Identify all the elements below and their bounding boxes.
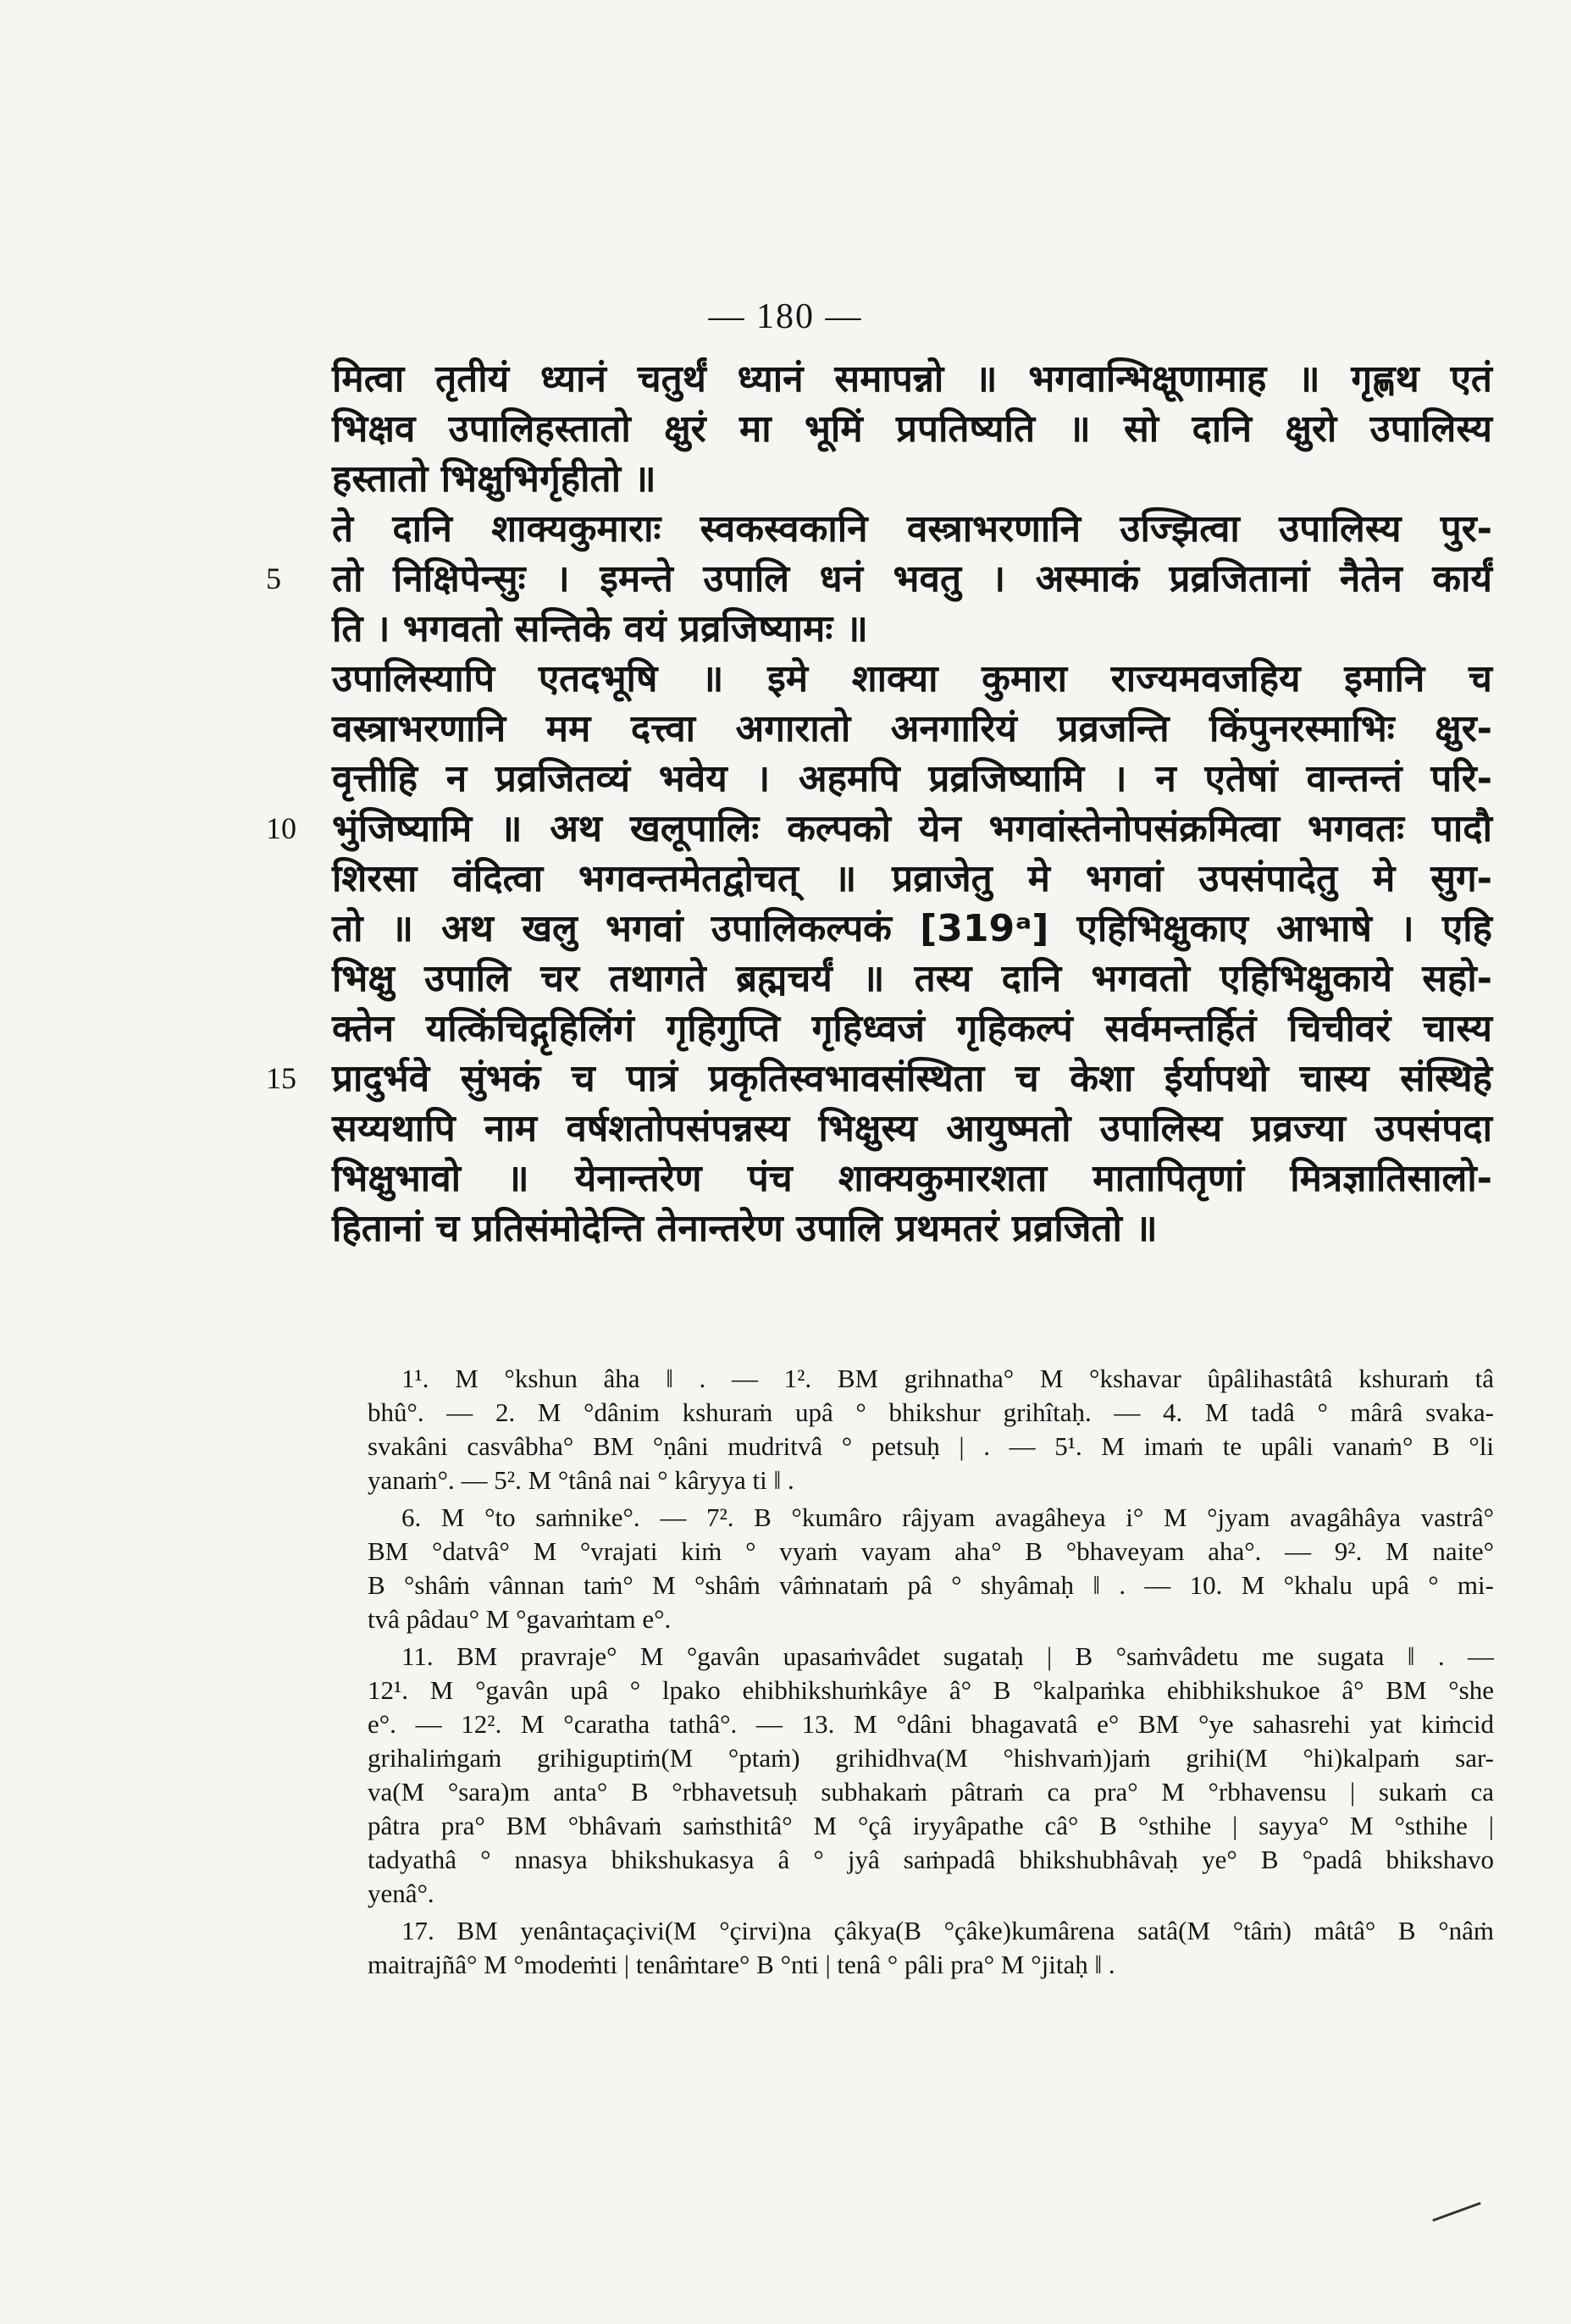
text-line — [332, 604, 1492, 654]
footnote-line: maitrajñâ° M °modeṁti | tenâṁtare° B °nti | tenâ ° pâli pra° M °jitaḥ ‖ . — [368, 1950, 1115, 1979]
line-text: तो निक्षिपेन्सुः । इमन्ते उपालि धनं भवतु । अस्माकं प्रव्रजितानां नैतेन कार्यं — [332, 557, 1492, 600]
footnote-line: tadyathâ ° nnasya bhikshukasya â ° jyâ saṁpadâ bhikshubhâvaḥ ye° B °padâ bhikshavo — [368, 1845, 1494, 1874]
line-number: 15 — [266, 1061, 296, 1095]
line-text: ति । भगवतो सन्तिके वयं प्रव्रजिष्यामः ॥ — [332, 607, 868, 650]
text-line — [332, 504, 1492, 554]
footnote-paragraph — [368, 1501, 1494, 1636]
footnote-line: yanaṁ°. — 5². M °tânâ nai ° kâryya ti ‖ . — [368, 1465, 794, 1495]
text-line — [332, 854, 1492, 904]
sanskrit-main-text — [266, 354, 1492, 1253]
text-line — [332, 354, 1492, 404]
line-text: भिक्षु उपालि चर तथागते ब्रह्मचर्यं ॥ तस्य दानि भगवतो एहिभिक्षुकाये सहो- — [332, 957, 1492, 1000]
text-line — [266, 554, 1492, 604]
footnote-paragraph — [368, 1362, 1494, 1497]
text-line — [332, 654, 1492, 704]
text-line — [266, 804, 1492, 854]
footnote-line: BM °datvâ° M °vrajati kiṁ ° vyaṁ vayam aha° B °bhaveyam aha°. — 9². M naite° — [368, 1536, 1494, 1566]
line-text: ते दानि शाक्यकुमाराः स्वकस्वकानि वस्त्राभरणानि उज्झित्वा उपालिस्य पुर- — [332, 507, 1492, 551]
footnotes — [368, 1362, 1494, 1985]
text-line — [332, 1104, 1492, 1154]
footnote-line: 1¹. M °kshun âha ‖ . — 1². BM grihnatha° M °kshavar ûpâlihastâtâ kshuraṁ tâ — [401, 1364, 1494, 1393]
line-text: वृत्तीहि न प्रव्रजितव्यं भवेय । अहमपि प्रव्रजिष्यामि । न एतेषां वान्तन्तं परि- — [332, 757, 1492, 800]
footnote-line: 17. BM yenântaçaçivi(M °çirvi)na çâkya(B °çâke)kumârena satâ(M °tâṁ) mâtâ° B °nâṁ — [401, 1916, 1494, 1945]
text-line — [332, 404, 1492, 454]
line-text: हितानां च प्रतिसंमोदेन्ति तेनान्तरेण उपालि प्रथमतरं प्रव्रजितो ॥ — [332, 1207, 1158, 1250]
footnote-line: yenâ°. — [368, 1879, 434, 1908]
footnote-line: grihaliṁgaṁ grihiguptiṁ(M °ptaṁ) grihidhva(M °hishvaṁ)jaṁ grihi(M °hi)kalpaṁ sar- — [368, 1743, 1494, 1773]
footnote-line: va(M °sara)m anta° B °rbhavetsuḥ subhakaṁ pâtraṁ ca pra° M °rbhavensu | sukaṁ ca — [368, 1777, 1494, 1807]
line-text: भुंजिष्यामि ॥ अथ खलूपालिः कल्पको येन भगवांस्तेनोपसंक्रमित्वा भगवतः पादौ — [332, 807, 1492, 850]
footnote-line: 11. BM pravraje° M °gavân upasaṁvâdet sugataḥ | B °saṁvâdetu me sugata ‖ . — — [401, 1641, 1494, 1671]
line-text: भिक्षव उपालिहस्तातो क्षुरं मा भूमिं प्रपतिष्यति ॥ सो दानि क्षुरो उपालिस्य — [332, 407, 1492, 451]
line-text: उपालिस्यापि एतदभूषि ॥ इमे शाक्या कुमारा राज्यमवजहिय इमानि च — [332, 657, 1492, 700]
footnote-line: e°. — 12². M °caratha tathâ°. — 13. M °dâni bhagavatâ e° BM °ye sahasrehi yat kiṁcid — [368, 1709, 1494, 1739]
line-text: भिक्षुभावो ॥ येनान्तरेण पंच शाक्यकुमारशता मातापितृणां मित्रज्ञातिसालो- — [332, 1157, 1492, 1200]
pen-mark — [1432, 2202, 1480, 2222]
page-number: — 180 — — [708, 297, 863, 336]
line-number: 10 — [266, 811, 296, 845]
footnote-line: 6. M °to saṁnike°. — 7². B °kumâro râjyam avagâheya i° M °jyam avagâhâya vastrâ° — [401, 1502, 1494, 1532]
text-line — [266, 1054, 1492, 1104]
text-line — [332, 904, 1492, 954]
line-text: शिरसा वंदित्वा भगवन्तमेतद्वोचत् ॥ प्रव्राजेतु मे भगवां उपसंपादेतु मे सुग- — [332, 857, 1492, 900]
line-text: मित्वा तृतीयं ध्यानं चतुर्थं ध्यानं समापन्नो ॥ भगवान्भिक्षूणामाह ॥ गृह्णथ एतं — [332, 357, 1492, 401]
footnote-line: 12¹. M °gavân upâ ° lpako ehibhikshuṁkâye â° B °kalpaṁka ehibhikshukoe â° BM °she — [368, 1675, 1494, 1705]
text-line — [332, 954, 1492, 1004]
footnote-line: bhû°. — 2. M °dânim kshuraṁ upâ ° bhikshur grihîtaḥ. — 4. M tadâ ° mârâ svaka- — [368, 1397, 1494, 1427]
line-text: सय्यथापि नाम वर्षशतोपसंपन्नस्य भिक्षुस्य आयुष्मतो उपालिस्य प्रव्रज्या उपसंपदा — [332, 1107, 1492, 1150]
text-line — [332, 704, 1492, 754]
text-line — [332, 754, 1492, 804]
line-text: हस्तातो भिक्षुभिर्गृहीतो ॥ — [332, 457, 656, 501]
line-number: 5 — [266, 562, 281, 595]
line-text: तो ॥ अथ खलु भगवां उपालिकल्पकं [319ᵃ] एहिभिक्षुकाए आभाषे । एहि — [332, 907, 1492, 950]
text-line — [332, 1004, 1492, 1054]
footnote-paragraph — [368, 1640, 1494, 1911]
line-text: क्तेन यत्किंचिद्गृहिलिंगं गृहिगुप्ति गृहिध्वजं गृहिकल्पं सर्वमन्तर्हितं चिचीवरं चास्य — [332, 1007, 1492, 1050]
footnote-line: tvâ pâdau° M °gavaṁtam e°. — [368, 1604, 672, 1634]
text-line — [332, 454, 1492, 504]
line-text: वस्त्राभरणानि मम दत्त्वा अगारातो अनगारियं प्रव्रजन्ति किंपुनरस्माभिः क्षुर- — [332, 707, 1492, 750]
footnote-line: B °shâṁ vânnan taṁ° M °shâṁ vâṁnataṁ pâ ° shyâmaḥ ‖ . — 10. M °khalu upâ ° mi- — [368, 1570, 1494, 1600]
footnote-paragraph — [368, 1914, 1494, 1982]
text-line — [332, 1204, 1492, 1253]
text-line — [332, 1154, 1492, 1204]
line-text: प्रादुर्भवे सुंभकं च पात्रं प्रकृतिस्वभावसंस्थिता च केशा ईर्यापथो चास्य संस्थिहे — [332, 1057, 1492, 1100]
footnote-line: svakâni casvâbha° BM °ṇâni mudritvâ ° petsuḥ | . — 5¹. M imaṁ te upâli vanaṁ° B °li — [368, 1431, 1494, 1461]
footnote-line: pâtra pra° BM °bhâvaṁ saṁsthitâ° M °çâ iryyâpathe câ° B °sthihe | sayya° M °sthihe | — [368, 1811, 1494, 1840]
